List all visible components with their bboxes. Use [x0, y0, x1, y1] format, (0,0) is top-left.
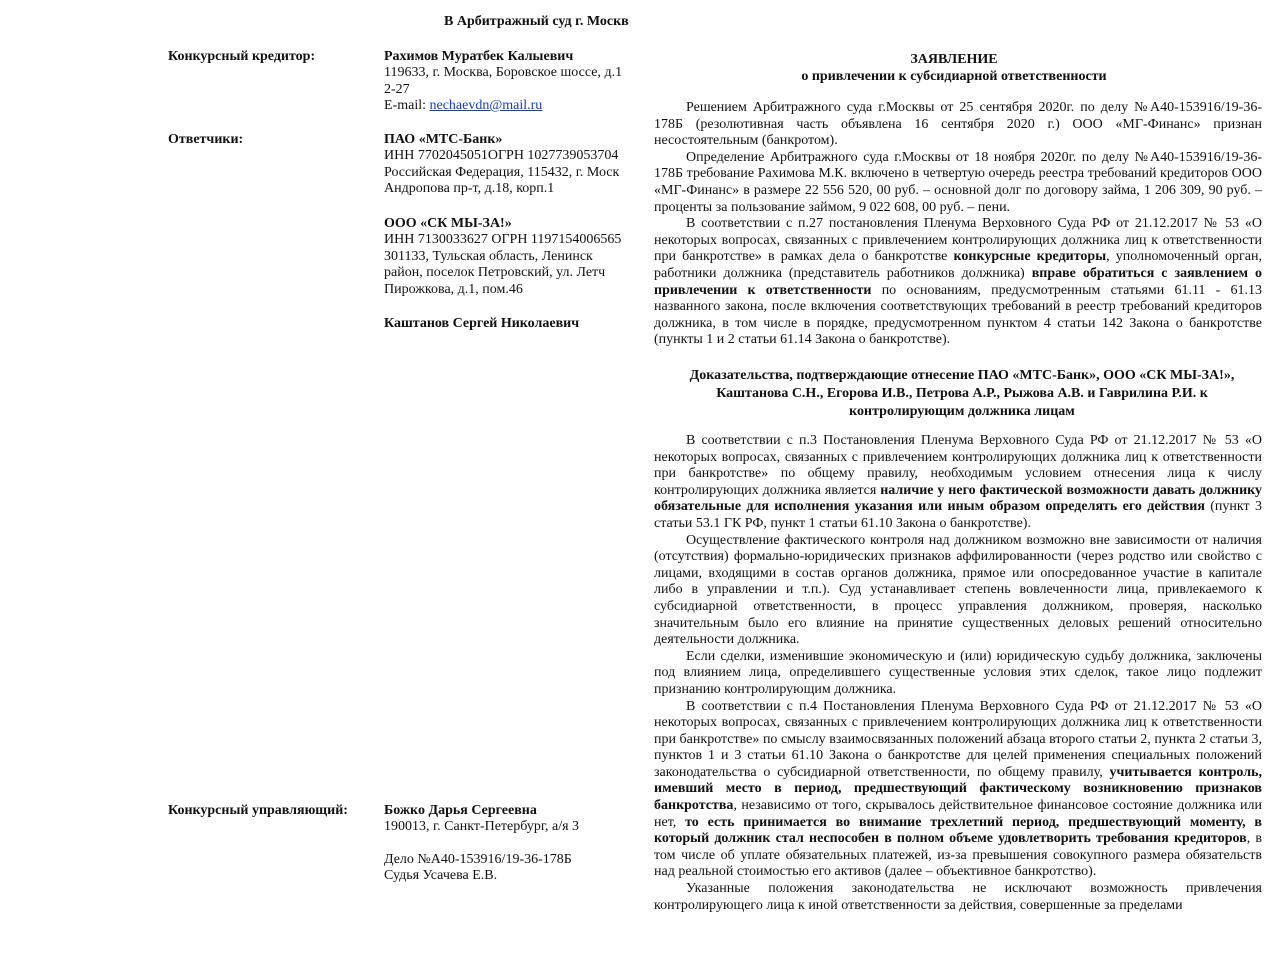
respondent-2-address: 301133, Тульская область, Ленинск	[384, 248, 593, 264]
statement-title-sub: о привлечении к субсидиарной ответственности	[801, 69, 1107, 84]
creditor-email-link[interactable]: nechaevdn@mail.ru	[429, 98, 543, 114]
manager-name: Божко Дарья Сергеевна	[384, 803, 537, 818]
judge-name: Судья Усачева Е.В.	[384, 868, 498, 884]
case-number: Дело №А40-153916/19-36-178Б	[384, 851, 572, 867]
statement-body	[654, 100, 1262, 349]
creditor-name: Рахимов Муратбек Калыевич	[384, 49, 574, 64]
evidence-paragraph: Если сделки, изменившие экономическую и (или) юридическую судьбу должника, заключены под влиянием лица, определившего существенные условия этих сделок, такое лицо подлежит признанию контролирующим должника.	[654, 648, 1262, 697]
respondent-1-ids: ИНН 7702045051ОГРН 1027739053704	[384, 148, 619, 164]
creditor-email-line	[384, 98, 636, 114]
manager-address: 190013, г. Санкт-Петербург, а/я 3	[384, 819, 580, 835]
statement-paragraph: В соответствии с п.27 постановления Пленума Верховного Суда РФ от 21.12.2017 № 53 «О некоторых вопросах, связанных с привлечением контролирующих должника лиц к ответственности при банкротстве» в рамках дела о банкротстве конкурсные кредиторы, уполномоченный орган, работники должника (представитель работников должника) вправе обратиться с заявлением о привлечении к ответственности по основаниям, предусмотренным статьями 61.11 - 61.13 названного закона, после включения соответствующих требований в реестр требований кредиторов должника, в том числе в порядке, предусмотренном пунктом 4 статьи 142 Закона о банкротстве (пункты 1 и 2 статьи 61.14 Закона о банкротстве).	[654, 216, 1263, 348]
email-label: E-mail:	[384, 98, 430, 114]
respondent-3-name: Каштанов Сергей Николаевич	[384, 316, 580, 331]
evidence-paragraph: Осуществление фактического контроля над должником возможно вне зависимости от наличия (отсутствия) формально-юридических признаков аффилированности (через родство или свойство с лицами, входящими в состав органов должника, прямое или опосредованное участие в капитале либо в управлении и т.п.). Суд устанавливает степень вовлеченности лица, привлекаемого к субсидиарной ответственности, в процесс управления должником, проверяя, насколько значительным было его влияние на принятие существенных деловых решений относительно деятельности должника.	[654, 532, 1262, 648]
statement-column	[654, 0, 1280, 967]
evidence-paragraph: В соответствии с п.4 Постановления Пленума Верховного Суда РФ от 21.12.2017 № 53 «О некоторых вопросах, связанных с привлечением контролирующих должника лиц к ответственности при банкротстве» по смыслу взаимосвязанных положений абзаца второго статьи 2, пункта 2 статьи 3, пунктов 1 и 3 статьи 61.10 Закона о банкротстве для целей применения специальных положений законодательства о субсидиарной ответственности, по общему правилу, учитывается контроль, имевший место в период, предшествующий фактическому возникновению признаков банкротства, независимо от того, скрывалось действительное финансовое состояние должника или нет, то есть принимается во внимание трехлетний период, предшествующий моменту, в который должник стал неспособен в полном объеме удовлетворить требования кредиторов, в том числе об уплате обязательных платежей, из-за превышения совокупного размера обязательств над реальной стоимостью его активов (далее – объективное банкротство).	[654, 698, 1262, 880]
respondent-1-address: Российская Федерация, 115432, г. Моск	[384, 164, 620, 180]
respondent-2-name: ООО «СК МЫ-ЗА!»	[384, 216, 512, 231]
respondent-3-block	[384, 316, 636, 344]
statement-paragraph: Определение Арбитражного суда г.Москвы от 18 ноября 2020г. по делу №А40-153916/19-36-178Б требование Рахимова М.К. включено в четвертую очередь реестра требований кредиторов ООО «МГ-Финанс» в размере 22 556 520, 00 руб. – основной долг по договору займа, 1 206 309, 90 руб. – проценты за пользование займом, 9 022 608, 00 руб. – пени.	[654, 149, 1262, 215]
evidence-paragraph: В соответствии с п.3 Постановления Пленума Верховного Суда РФ от 21.12.2017 № 53 «О некоторых вопросах, связанных с привлечением контролирующих должника лиц к ответственности при банкротстве» по общему правилу, необходимым условием отнесения лица к числу контролирующих должника является наличие у него фактической возможности давать должнику обязательные для исполнения указания или иным образом определять его действия (пункт 3 статьи 53.1 ГК РФ, пункт 1 статьи 61.10 Закона о банкротстве).	[654, 433, 1263, 531]
manager-block	[384, 803, 636, 885]
creditor-address: 119633, г. Москва, Боровское шоссе, д.1	[384, 65, 623, 81]
label-respondents: Ответчики:	[168, 132, 244, 147]
respondent-2-ids: ИНН 7130033627 ОГРН 1197154006565	[384, 232, 622, 248]
court-header: В Арбитражный суд г. Москв	[444, 14, 629, 29]
label-manager: Конкурсный управляющий:	[168, 803, 348, 818]
respondent-1-address-cont: Андропова пр-т, д.18, корп.1	[384, 181, 555, 197]
label-creditor: Конкурсный кредитор:	[168, 49, 316, 64]
evidence-paragraph: Указанные положения законодательства не исключают возможность привлечения контролирующего лица к иной ответственности за действия, совершенные за пределами	[654, 881, 1262, 913]
evidence-heading: Доказательства, подтверждающие отнесение ПАО «МТС-Банк», ООО «СК МЫ-ЗА!», Каштанова С.Н., Егорова И.В., Петрова А.Р., Рыжова А.В. и Гаврилина Р.И. к контролирующим должника лицам	[689, 368, 1235, 419]
creditor-block	[384, 49, 636, 115]
statement-title-main: ЗАЯВЛЕНИЕ	[910, 52, 998, 67]
respondent-2-address-end: Пирожкова, д.1, пом.46	[384, 281, 523, 297]
statement-paragraph: Решением Арбитражного суда г.Москвы от 25 сентября 2020г. по делу №А40-153916/19-36-178Б (резолютивная часть объявлена 16 сентября 2020 г.) ООО «МГ-Финанс» признан несостоятельным (банкротом).	[654, 100, 1262, 149]
creditor-address-cont: 2-27	[384, 81, 410, 97]
evidence-body	[654, 433, 1262, 914]
respondent-2-address-cont: район, поселок Петровский, ул. Летч	[384, 265, 606, 281]
respondent-2-block	[384, 216, 636, 298]
respondent-1-name: ПАО «МТС-Банк»	[384, 132, 503, 147]
respondent-1-block	[384, 132, 636, 198]
statement-title	[654, 51, 1254, 85]
